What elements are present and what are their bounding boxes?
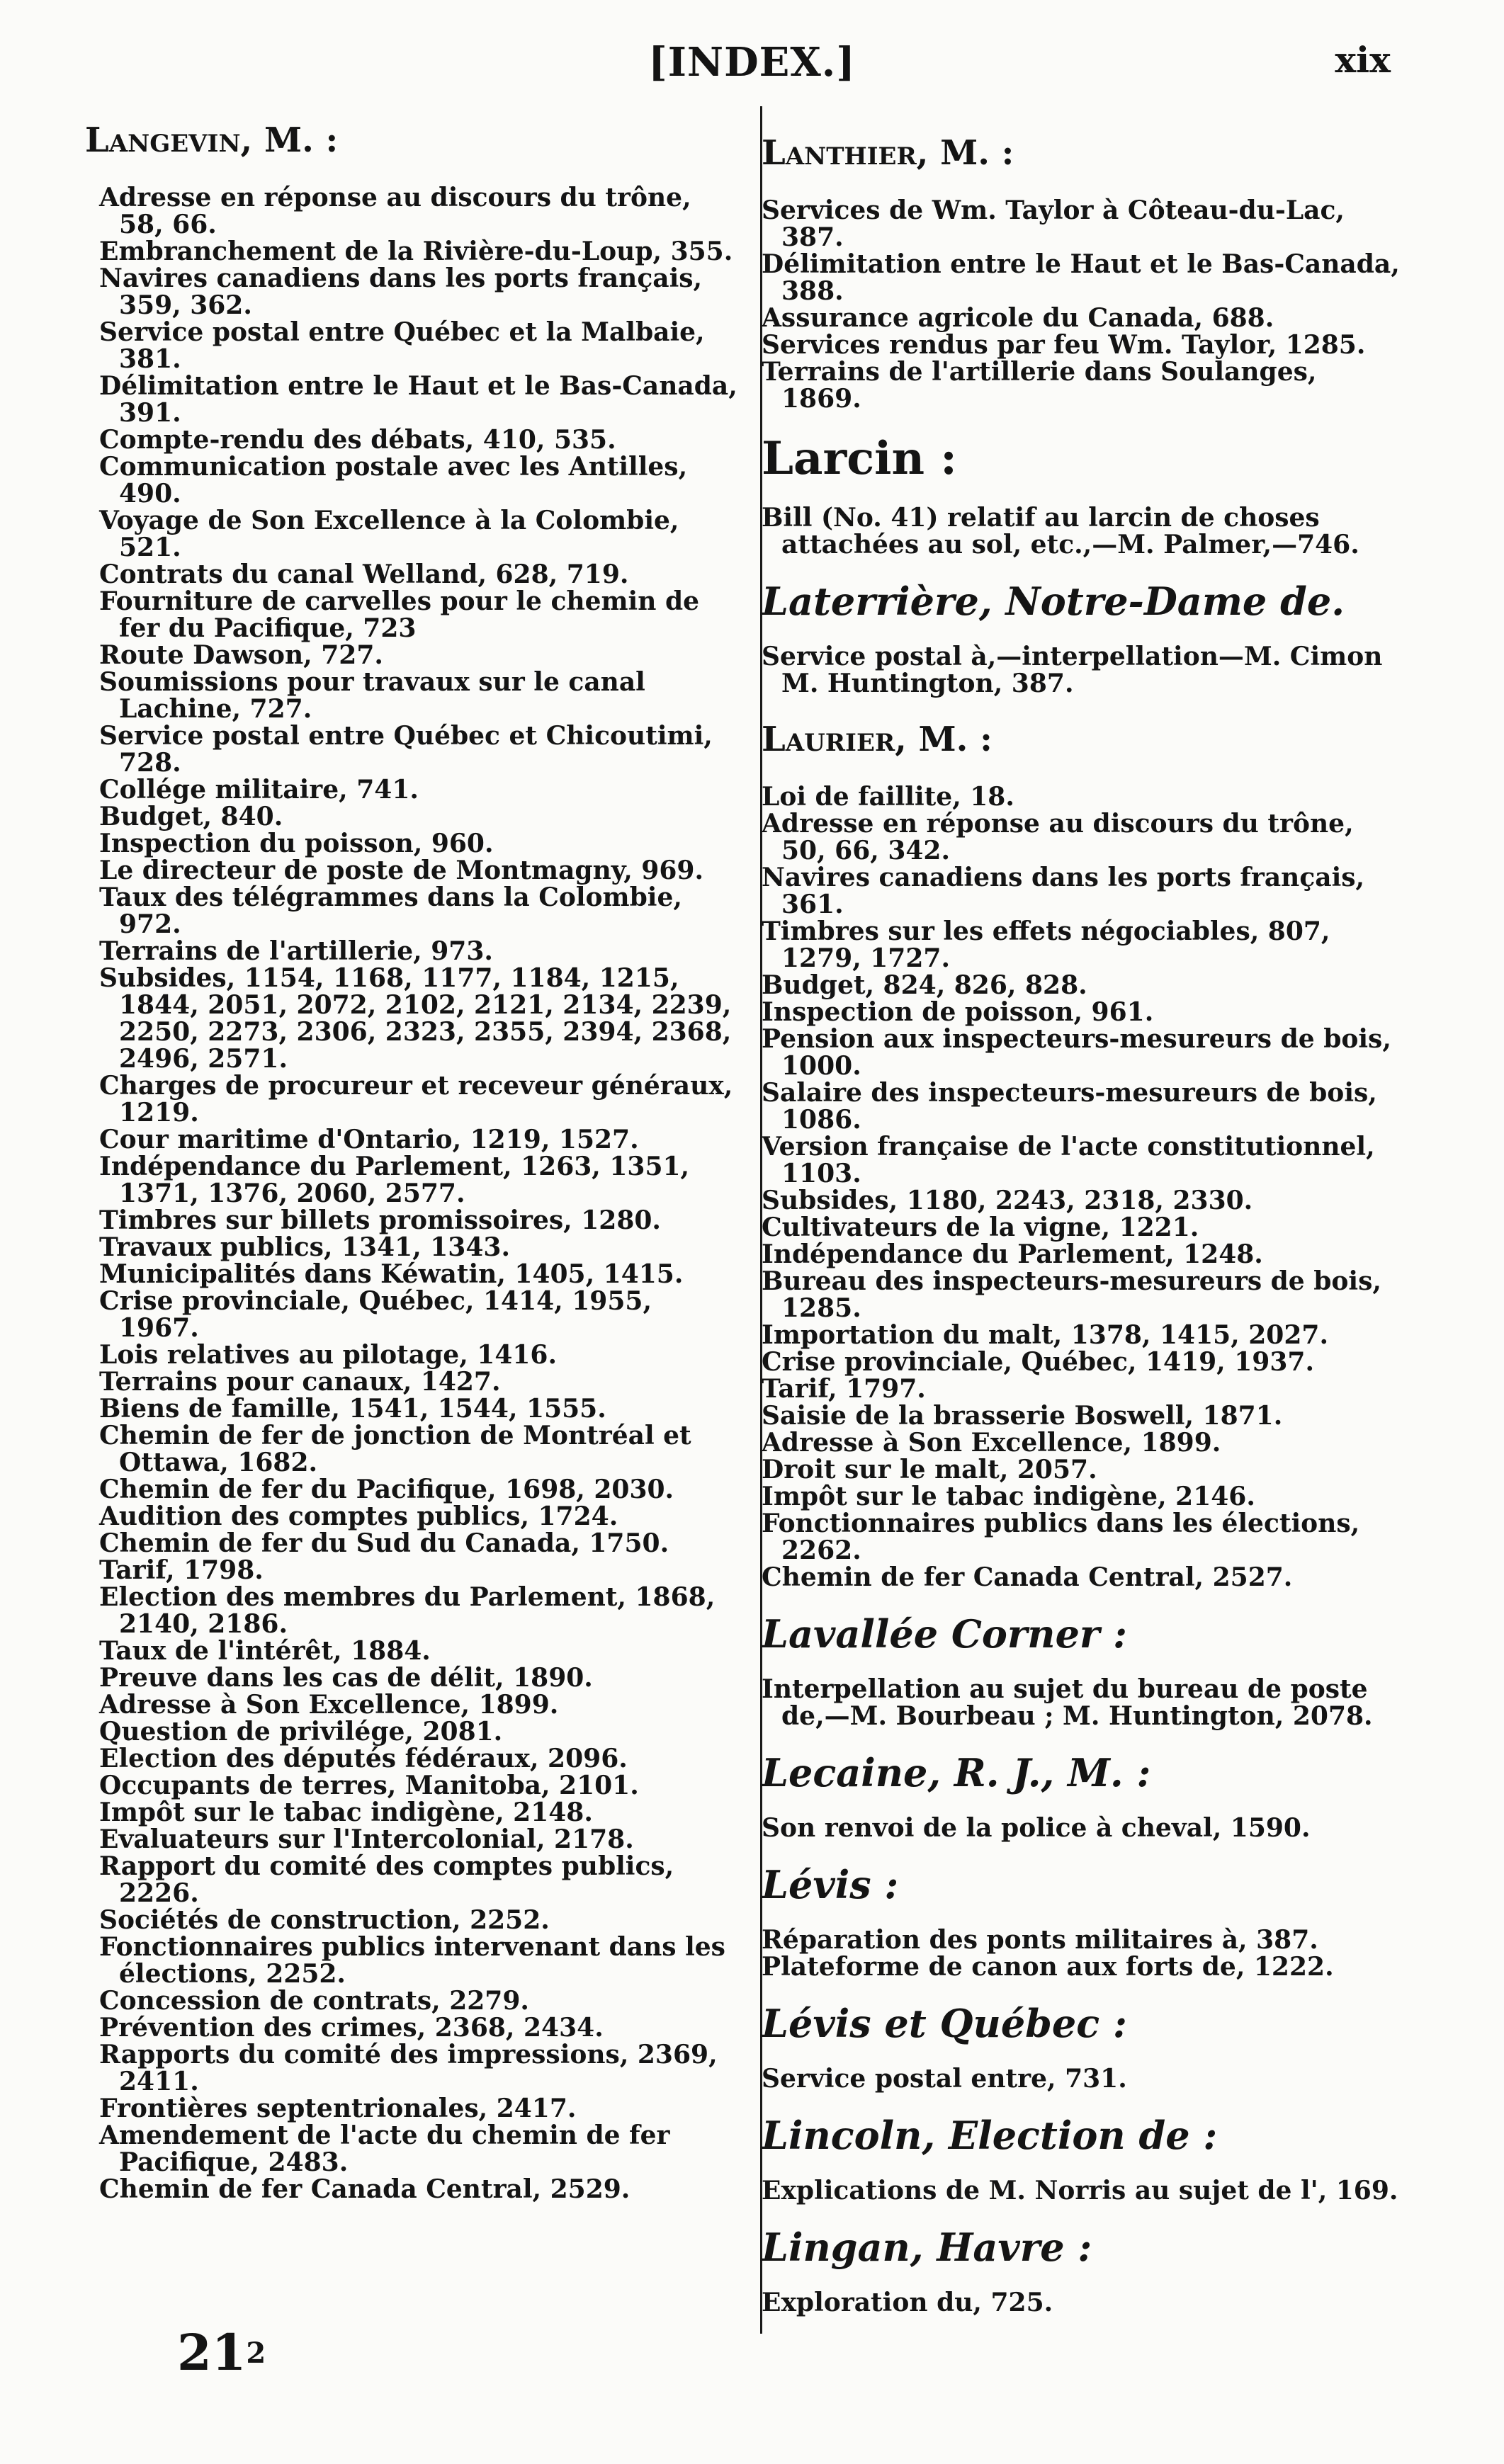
index-entry: Exploration du, 725. [762, 2288, 1053, 2317]
index-entry: Collége militaire, 741. [99, 775, 419, 805]
index-entry: Timbres sur les effets négociables, 807, 1279, 1727. [762, 916, 1330, 973]
index-entry: Inspection de poisson, 961. [762, 997, 1154, 1027]
index-entry: Terrains de l'artillerie, 973. [99, 936, 493, 966]
index-entry: Preuve dans les cas de délit, 1890. [99, 1663, 593, 1693]
index-entry: Assurance agricole du Canada, 688. [762, 303, 1274, 333]
index-heading: Lincoln, Election de : [762, 2113, 1218, 2158]
page-number: xix [1335, 39, 1391, 81]
section-gap [762, 2092, 1403, 2102]
index-entry: Tarif, 1797. [762, 1374, 926, 1404]
index-entry: Service postal entre, 731. [762, 2064, 1127, 2094]
index-entry: Concession de contrats, 2279. [99, 1986, 529, 2016]
section-gap [762, 1980, 1403, 1990]
index-entry: Cour maritime d'Ontario, 1219, 1527. [99, 1125, 639, 1154]
section-gap [762, 2316, 1403, 2326]
index-entry: Budget, 824, 826, 828. [762, 970, 1087, 1000]
section-gap [762, 697, 1403, 707]
index-entry: Election des députés fédéraux, 2096. [99, 1744, 628, 1773]
index-entry: Lois relatives au pilotage, 1416. [99, 1340, 557, 1370]
index-heading: Lavallée Corner : [762, 1611, 1128, 1657]
section-gap [762, 412, 1403, 422]
index-heading: Lévis : [762, 1862, 899, 1907]
index-entry: Explications de M. Norris au sujet de l', 169. [762, 2176, 1398, 2205]
index-entry: Amendement de l'acte du chemin de fer Pacifique, 2483. [99, 2120, 670, 2177]
index-entry: Adresse à Son Excellence, 1899. [99, 1690, 559, 1720]
index-heading: Larcin : [762, 432, 957, 485]
index-entry: Plateforme de canon aux forts de, 1222. [762, 1952, 1334, 1982]
index-entry: Service postal entre Québec et la Malbaie, 381. [99, 317, 705, 374]
index-entry: Rapports du comité des impressions, 2369, 2411. [99, 2040, 718, 2096]
index-entry: Services de Wm. Taylor à Côteau-du-Lac, 387. [762, 195, 1345, 252]
index-entry: Service postal à,—interpellation—M. Cimon M. Huntington, 387. [762, 642, 1383, 698]
index-heading: Laurier, M. : [762, 720, 993, 759]
index-entry: Tarif, 1798. [99, 1555, 264, 1585]
section-gap [762, 1591, 1403, 1601]
index-heading: Lanthier, M. : [762, 133, 1014, 173]
index-entry: Evaluateurs sur l'Intercolonial, 2178. [99, 1824, 634, 1854]
index-entry: Rapport du comité des comptes publics, 2226. [99, 1851, 674, 1908]
index-heading: Lecaine, R. J., M. : [762, 1750, 1151, 1795]
section-gap [762, 2204, 1403, 2214]
right-column [762, 120, 1403, 2326]
index-entry: Pension aux inspecteurs-mesureurs de bois, 1000. [762, 1024, 1391, 1081]
index-entry: Frontières septentrionales, 2417. [99, 2094, 577, 2123]
index-entry: Adresse à Son Excellence, 1899. [762, 1428, 1221, 1458]
running-title: [INDEX.] [648, 39, 856, 86]
index-entry: Occupants de terres, Manitoba, 2101. [99, 1771, 639, 1800]
page-header [0, 39, 1504, 96]
section-gap [762, 558, 1403, 568]
index-entry: Municipalités dans Kéwatin, 1405, 1415. [99, 1259, 684, 1289]
index-heading: Langevin, M. : [85, 120, 339, 160]
index-entry: Navires canadiens dans les ports français, 361. [762, 863, 1365, 919]
index-entry: Cultivateurs de la vigne, 1221. [762, 1213, 1199, 1242]
index-entry: Bureau des inspecteurs-mesureurs de bois, 1285. [762, 1266, 1381, 1323]
index-entry: Timbres sur billets promissoires, 1280. [99, 1205, 661, 1235]
index-entry: Impôt sur le tabac indigène, 2146. [762, 1482, 1255, 1511]
index-entry: Embranchement de la Rivière-du-Loup, 355. [99, 237, 733, 266]
index-heading: Laterrière, Notre-Dame de. [762, 579, 1345, 624]
index-entry: Charges de procureur et receveur généraux, 1219. [99, 1071, 733, 1128]
index-entry: Sociétés de construction, 2252. [99, 1905, 550, 1935]
index-entry: Crise provinciale, Québec, 1414, 1955, 1967. [99, 1286, 652, 1343]
index-entry: Chemin de fer du Sud du Canada, 1750. [99, 1528, 669, 1558]
index-entry: Communication postale avec les Antilles, 490. [99, 452, 688, 509]
index-entry: Soumissions pour travaux sur le canal Lachine, 727. [99, 667, 645, 724]
signature-fraction: 2 [246, 2337, 266, 2370]
index-entry: Route Dawson, 727. [99, 640, 383, 670]
index-entry: Prévention des crimes, 2368, 2434. [99, 2013, 604, 2043]
index-entry: Saisie de la brasserie Boswell, 1871. [762, 1401, 1283, 1431]
index-entry: Fourniture de carvelles pour le chemin de fer du Pacifique, 723 [99, 586, 700, 643]
index-entry: Crise provinciale, Québec, 1419, 1937. [762, 1347, 1314, 1377]
index-entry: Impôt sur le tabac indigène, 2148. [99, 1798, 593, 1827]
index-entry: Biens de famille, 1541, 1544, 1555. [99, 1394, 606, 1424]
index-entry: Inspection du poisson, 960. [99, 829, 494, 858]
index-heading: Lingan, Havre : [762, 2225, 1092, 2270]
index-entry: Subsides, 1154, 1168, 1177, 1184, 1215, 1844, 2051, 2072, 2102, 2121, 2134, 2239, 2250, 2273, 2306, 2323, 2355, 2394, 2368, 2496, 2571. [99, 963, 732, 1074]
left-column [85, 120, 740, 2213]
index-entry: Salaire des inspecteurs-mesureurs de bois, 1086. [762, 1078, 1377, 1135]
index-entry: Voyage de Son Excellence à la Colombie, 521. [99, 506, 679, 562]
index-entry: Chemin de fer Canada Central, 2527. [762, 1562, 1293, 1592]
index-entry: Travaux publics, 1341, 1343. [99, 1232, 510, 1262]
index-entry: Version française de l'acte constitutionnel, 1103. [762, 1132, 1375, 1188]
index-entry: Taux des télégrammes dans la Colombie, 972. [99, 882, 682, 939]
index-entry: Droit sur le malt, 2057. [762, 1455, 1097, 1484]
index-entry: Bill (No. 41) relatif au larcin de choses attachées au sol, etc.,—M. Palmer,—746. [762, 503, 1359, 560]
index-heading: Lévis et Québec : [762, 2001, 1127, 2046]
printer-signature-mark [177, 2323, 266, 2382]
index-entry: Budget, 840. [99, 802, 283, 831]
index-entry: Adresse en réponse au discours du trône, 58, 66. [99, 183, 691, 239]
index-entry: Le directeur de poste de Montmagny, 969. [99, 856, 703, 885]
index-entry: Subsides, 1180, 2243, 2318, 2330. [762, 1186, 1253, 1215]
section-gap [762, 1841, 1403, 1851]
index-entry: Indépendance du Parlement, 1263, 1351, 1371, 1376, 2060, 2577. [99, 1152, 690, 1208]
section-gap [99, 2203, 740, 2213]
index-entry: Election des membres du Parlement, 1868, 2140, 2186. [99, 1582, 716, 1639]
index-entry: Chemin de fer Canada Central, 2529. [99, 2174, 631, 2204]
index-entry: Adresse en réponse au discours du trône, 50, 66, 342. [762, 809, 1354, 865]
index-entry: Service postal entre Québec et Chicoutimi, 728. [99, 721, 713, 778]
index-entry: Audition des comptes publics, 1724. [99, 1501, 618, 1531]
index-entry: Chemin de fer de jonction de Montréal et Ottawa, 1682. [99, 1421, 691, 1477]
index-entry: Délimitation entre le Haut et le Bas-Canada, 391. [99, 371, 737, 428]
index-entry: Délimitation entre le Haut et le Bas-Canada, 388. [762, 249, 1400, 306]
signature-number: 21 [177, 2323, 247, 2382]
index-entry: Services rendus par feu Wm. Taylor, 1285. [762, 330, 1366, 360]
section-gap [762, 1730, 1403, 1739]
index-entry: Indépendance du Parlement, 1248. [762, 1239, 1263, 1269]
index-entry: Réparation des ponts militaires à, 387. [762, 1925, 1318, 1955]
index-entry: Loi de faillite, 18. [762, 782, 1014, 812]
index-entry: Son renvoi de la police à cheval, 1590. [762, 1813, 1311, 1843]
index-entry: Taux de l'intérêt, 1884. [99, 1636, 431, 1666]
index-entry: Fonctionnaires publics intervenant dans les élections, 2252. [99, 1932, 725, 1989]
index-entry: Contrats du canal Welland, 628, 719. [99, 560, 629, 589]
index-entry: Terrains de l'artillerie dans Soulanges, 1869. [762, 357, 1317, 414]
index-entry: Fonctionnaires publics dans les élections, 2262. [762, 1509, 1360, 1565]
index-entry: Terrains pour canaux, 1427. [99, 1367, 501, 1397]
index-entry: Navires canadiens dans les ports français, 359, 362. [99, 263, 703, 320]
index-entry: Compte-rendu des débats, 410, 535. [99, 425, 616, 455]
index-entry: Chemin de fer du Pacifique, 1698, 2030. [99, 1475, 674, 1504]
index-entry: Question de privilége, 2081. [99, 1717, 503, 1747]
index-entry: Interpellation au sujet du bureau de poste de,—M. Bourbeau ; M. Huntington, 2078. [762, 1674, 1373, 1731]
index-entry: Importation du malt, 1378, 1415, 2027. [762, 1320, 1328, 1350]
